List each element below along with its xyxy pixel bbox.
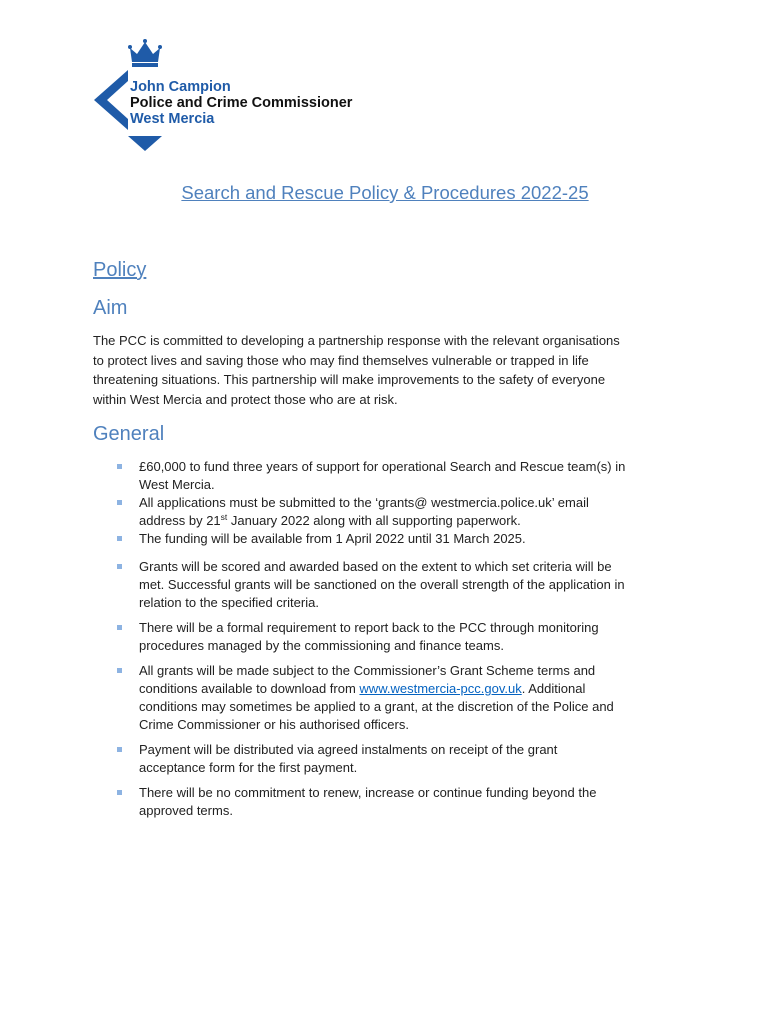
list-item-line: All applications must be submitted to the ‘grants@ westmercia.police.uk’ email — [139, 495, 589, 510]
list-item — [117, 662, 625, 734]
logo-bottom-point — [128, 136, 162, 151]
list-item-line: conditions may sometimes be applied to a grant, at the discretion of the Police and — [139, 699, 614, 714]
logo-area: West Mercia — [130, 111, 215, 127]
aim-line: within West Mercia and protect those who are at risk. — [93, 391, 398, 407]
list-item — [117, 458, 625, 494]
general-heading: General — [93, 423, 165, 445]
list-item-line: Crime Commissioner or his authorised officers. — [139, 717, 409, 732]
list-item-line: relation to the specified criteria. — [139, 595, 319, 610]
date-ordinal-suffix: st — [220, 512, 228, 522]
crown-jewel-left — [128, 45, 132, 49]
list-item-line — [139, 512, 625, 530]
list-item — [117, 741, 625, 777]
date-text-before: address by 21 — [139, 513, 221, 528]
list-item-line: Grants will be scored and awarded based on the extent to which set criteria will be — [139, 559, 612, 574]
square-bullet-icon — [117, 625, 122, 630]
list-item-line: £60,000 to fund three years of support for operational Search and Rescue team(s) in — [139, 459, 626, 474]
pcc-website-link[interactable]: www.westmercia-pcc.gov.uk — [359, 681, 522, 696]
document-title: Search and Rescue Policy & Procedures 2022-25 — [181, 182, 589, 203]
logo-role: Police and Crime Commissioner — [130, 95, 353, 111]
square-bullet-icon — [117, 747, 122, 752]
square-bullet-icon — [117, 668, 122, 673]
crown-icon — [130, 42, 160, 62]
list-item-line: met. Successful grants will be sanctioned on the overall strength of the application in — [139, 577, 625, 592]
general-bullet-list — [117, 458, 625, 820]
crown-jewel-center — [143, 39, 147, 43]
logo-name: John Campion — [130, 79, 231, 95]
link-line-before: conditions available to download from — [139, 681, 360, 696]
aim-heading: Aim — [93, 297, 128, 319]
logo-text — [130, 79, 352, 127]
list-item — [117, 784, 625, 820]
policy-heading: Policy — [93, 259, 147, 281]
aim-line: to protect lives and saving those who may find themselves vulnerable or trapped in life — [93, 352, 589, 368]
list-item-line: Payment will be distributed via agreed instalments on receipt of the grant — [139, 742, 558, 757]
date-text-after: January 2022 along with all supporting paperwork. — [227, 513, 521, 528]
crown-base — [132, 63, 158, 67]
list-item-line: There will be a formal requirement to report back to the PCC through monitoring — [139, 620, 599, 635]
aim-paragraph — [93, 331, 620, 409]
aim-line: The PCC is committed to developing a partnership response with the relevant organisations — [93, 333, 620, 348]
crown-jewel-right — [158, 45, 162, 49]
list-item — [117, 494, 625, 530]
list-item-line: acceptance form for the first payment. — [139, 760, 358, 775]
list-item-line: There will be no commitment to renew, increase or continue funding beyond the — [139, 785, 597, 800]
square-bullet-icon — [117, 500, 122, 505]
list-item — [117, 558, 625, 612]
list-item-line: approved terms. — [139, 803, 233, 818]
list-item-line: West Mercia. — [139, 477, 215, 492]
list-item-line: The funding will be available from 1 April 2022 until 31 March 2025. — [139, 531, 526, 546]
square-bullet-icon — [117, 790, 122, 795]
list-item — [117, 530, 625, 548]
link-line-after: . Additional — [521, 681, 586, 696]
square-bullet-icon — [117, 564, 122, 569]
aim-line: threatening situations. This partnership will make improvements to the safety of everyone — [93, 372, 606, 387]
list-item-line: All grants will be made subject to the Commissioner’s Grant Scheme terms and — [139, 663, 596, 678]
logo-left-chevron — [94, 70, 128, 130]
square-bullet-icon — [117, 464, 122, 469]
list-item-line: procedures managed by the commissioning and finance teams. — [139, 638, 504, 653]
square-bullet-icon — [117, 536, 122, 541]
list-item — [117, 619, 625, 655]
list-item-line — [139, 680, 625, 698]
